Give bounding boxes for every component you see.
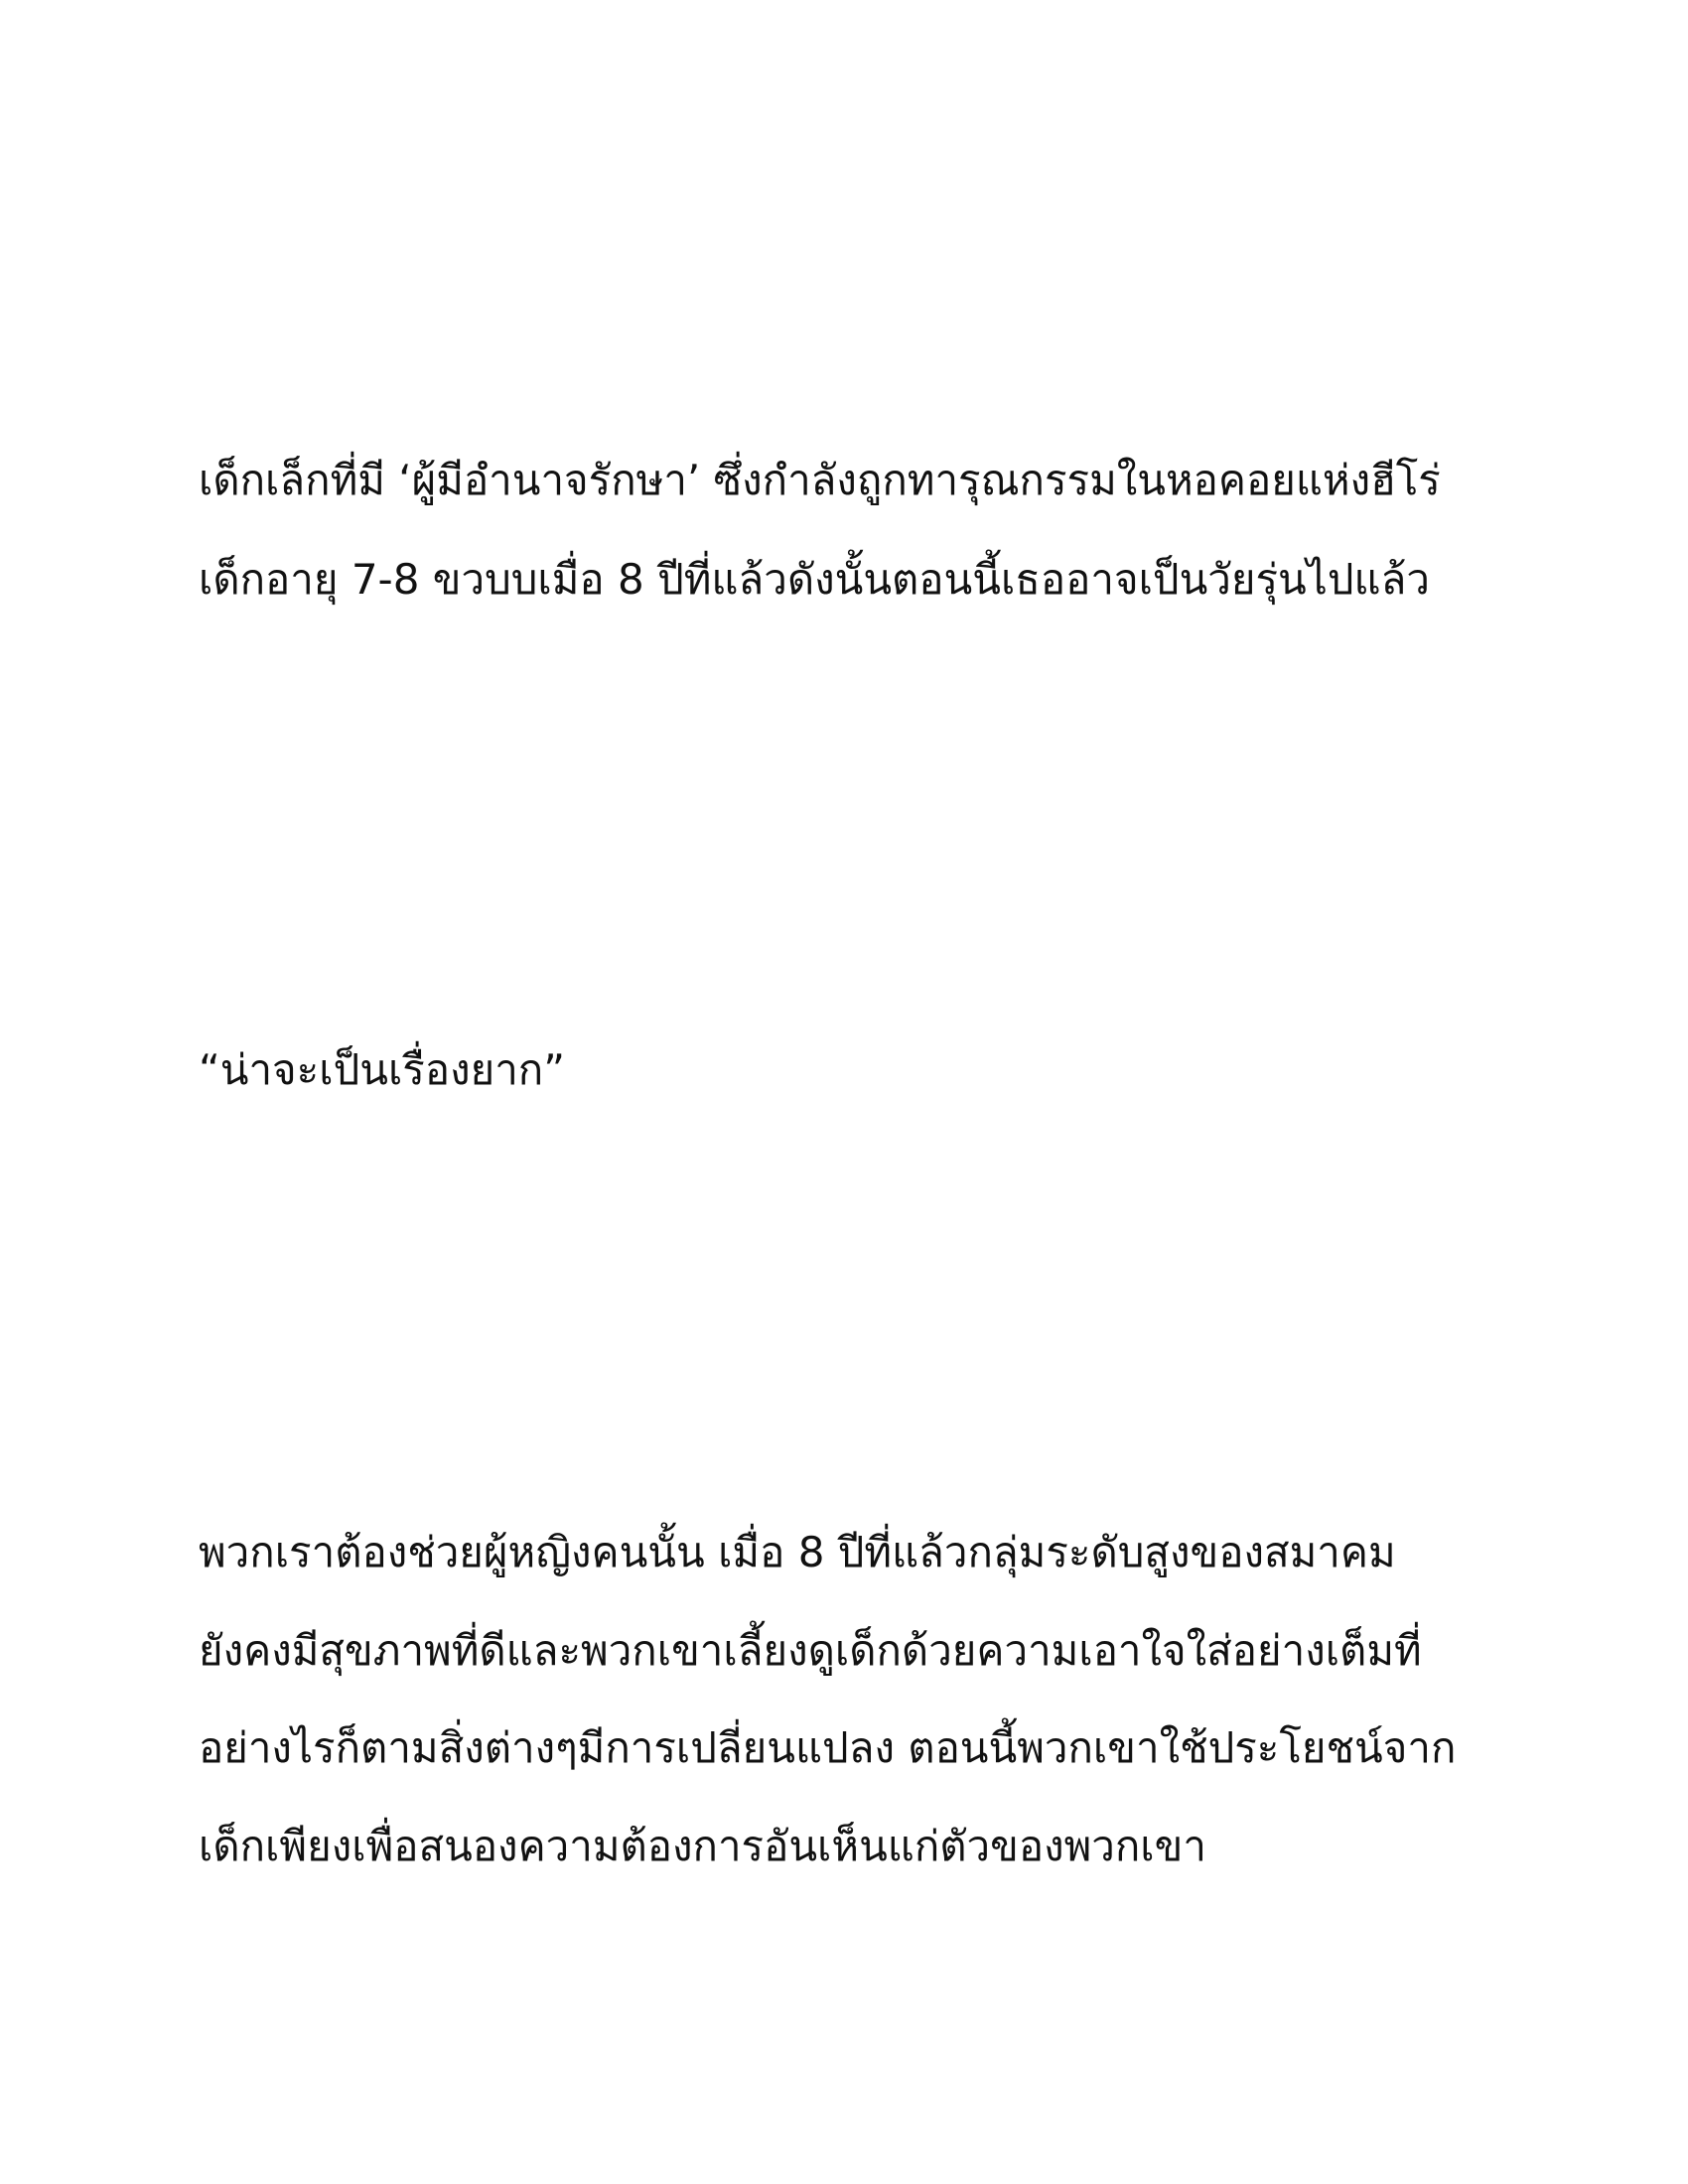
quoted-dialogue: “น่าจะเป็นเรื่องยาก” bbox=[199, 1045, 565, 1094]
text-line: อย่างไรก็ตามสิ่งต่างๆมีการเปลี่ยนแปลง ตอนนี้พวกเขาใช้ประโยชน์จาก bbox=[199, 1723, 1457, 1772]
text-line: พวกเราต้องช่วยผู้หญิงคนนั้น เมื่อ 8 ปีที่แล้วกลุ่มระดับสูงของสมาคม bbox=[199, 1528, 1396, 1576]
text-line: เด็กเพียงเพื่อสนองความต้องการอันเห็นแก่ตัวของพวกเขา bbox=[199, 1822, 1206, 1870]
text-line: เด็กอายุ 7-8 ขวบบเมื่อ 8 ปีที่แล้วดังนั้นตอนนี้เธออาจเป็นวัยรุ่นไปแล้ว bbox=[199, 555, 1430, 604]
text-line: เด็กเล็กที่มี ‘ผู้มีอำนาจรักษา’ ซึ่งกำลังถูกทารุณกรรมในหอคอยแห่งฮีโร่ bbox=[199, 456, 1441, 504]
text-line: ยังคงมีสุขภาพที่ดีและพวกเขาเลี้ยงดูเด็กด้วยความเอาใจใส่อย่างเต็มที่ bbox=[199, 1626, 1422, 1675]
